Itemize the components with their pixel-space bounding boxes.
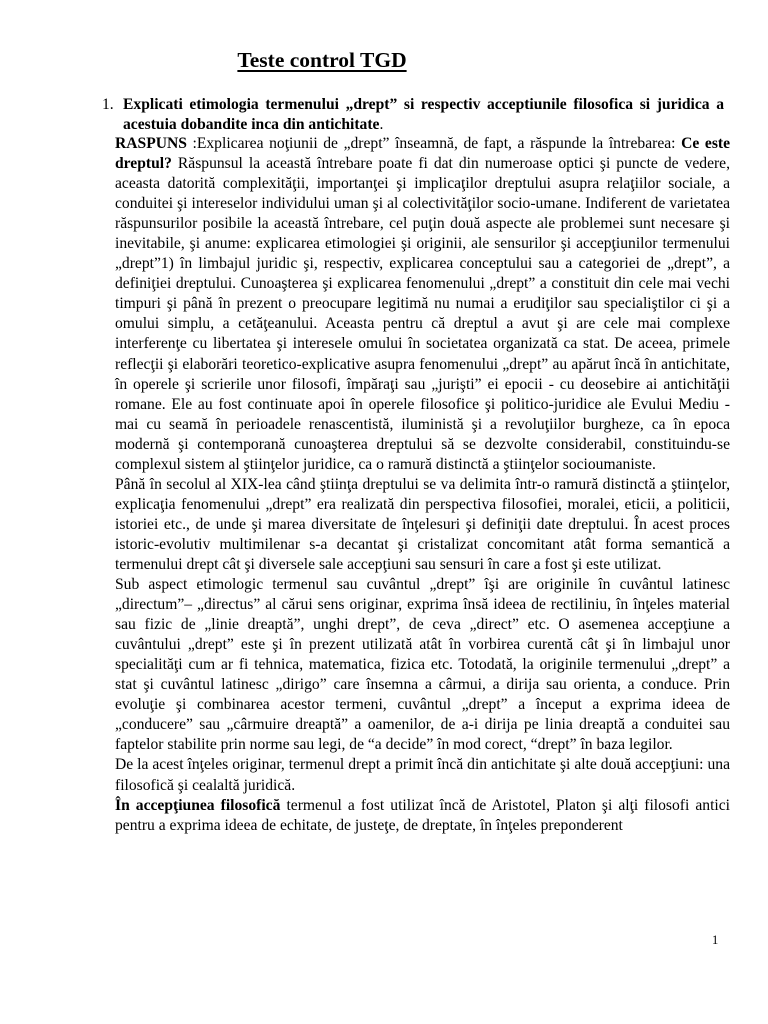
paragraph-1-text-b: Răspunsul la această întrebare poate fi dat din numeroase optici şi puncte de vedere, aceasta datorită complexităţii, importanţei şi implicaţilor dreptului asupra relaţiilor sociale, a conduitei şi intereselor individului uman şi al colectivităţilor socio-umane. Indiferent de varietatea răspunsurilor posibile la această întrebare, cel puţin două aspecte ale problemei sunt necesare şi inevitabile, şi anume: explicarea etimologiei şi originii, ale sensurilor şi accepţiunilor termenului „drept”1) în limbajul juridic şi, respectiv, explicarea conceptului sau a categoriei de „drept”, a definiţiei dreptului. Cunoaşterea şi explicarea fenomenului „drept” a constituit din cele mai vechi timpuri şi până în prezent o preocupare legitimă nu numai a erudiţilor sau specialiştilor ci şi a omului simplu, a cetăţeanului. Aceasta pentru că dreptul a avut şi are cele mai complexe interferenţe cu libertatea şi interesele omului în societatea organizată ca stat. De aceea, primele reflecţii şi elaborări teoretico-explicative asupra fenomenului „drept” au apărut încă în antichitate, în operele şi scrierile unor filosofi, împăraţi sau „jurişti” ei epocii - cu deosebire ai antichităţii romane. Ele au fost continuate apoi în operele filosofice şi politico-juridice ale Evului Mediu - mai cu seamă în perioadele renascentistă, iluministă şi a revoluţiilor burgheze, ca în epoca modernă şi contemporană cunoaşterea dreptului să se dezvolte considerabil, constituindu-se complexul sistem al ştiinţelor juridice, ca o ramură distinctă a ştiinţelor socioumaniste. [115, 155, 730, 473]
question-end: . [379, 116, 384, 133]
paragraph-5 [115, 796, 730, 836]
paragraph-3: Sub aspect etimologic termenul sau cuvântul „drept” îşi are originile în cuvântul latinesc „directum”– „directus” al cărui sens originar, exprima însă ideea de rectiliniu, în înţeles material sau fizic de „linie dreaptă”, unghi drept”, de ceva „direct” etc. O asemenea accepţiune a cuvântului „drept” este şi în prezent utilizată atât în vorbirea curentă cât şi în limbajul unor specialităţi cum ar fi tehnica, matematica, fizica etc. Totodată, la originile termenului „drept” a stat şi cuvântul latinesc „dirigo” care însemna a cârmui, a dirija sau orienta, a conduce. Prin evoluţie şi combinarea acestor termeni, cuvântul „drept” a început a exprima ideea de „conducere” sau „cârmuire dreaptă” a oamenilor, de a-i dirija pe linia dreaptă a conduitei sau faptelor stabilite prin norme sau legi, de “a decide” în mod corect, “drept” în baza legilor. [115, 576, 730, 754]
paragraph-1-question: Ce este dreptul? [115, 135, 731, 173]
question-number: 1. [102, 96, 114, 113]
paragraph-5-label: În accepţiunea filosofică [115, 796, 281, 814]
answer-body [115, 134, 730, 836]
paragraph-5-text: termenul a fost utilizat încă de Aristotel, Platon şi alţi filosofi antici pentru a exprima ideea de echitate, de justeţe, de dreptate, în înţeles preponderent [115, 796, 730, 834]
paragraph-1-text-a: :Explicarea noţiunii de „drept” înseamnă, de fapt, a răspunde la întrebarea: [186, 135, 682, 152]
paragraph-4: De la acest înţeles originar, termenul drept a primit încă din antichitate şi alte două accepţiuni: una filosofică şi cealaltă juridică. [115, 756, 730, 794]
question-text: Explicati etimologia termenului „drept” si respectiv acceptiunile filosofica si juridica a acestuia dobandite inca din antichitate [123, 96, 724, 133]
paragraph-1 [115, 134, 730, 475]
document-title: Teste control TGD [237, 48, 407, 72]
question-item [102, 95, 724, 135]
question-text-block [123, 95, 724, 135]
answer-label: RASPUNS [115, 135, 187, 152]
page-number: 1 [712, 933, 719, 947]
paragraph-2: Până în secolul al XIX-lea când ştiinţa dreptului se va delimita într-o ramură distinctă a ştiinţelor, explicaţia fenomenului „drept” era realizată din perspectiva filosofiei, moralei, eticii, a politicii, istoriei etc., de unde şi marea diversitate de înţelesuri şi definiţii date dreptului. În acest proces istoric-evolutiv multimilenar s-a decantat şi cristalizat concomitant atât forma semantică a termenului drept cât şi diversele sale accepţiuni sau sensuri în care a fost şi este utilizat. [115, 475, 730, 573]
